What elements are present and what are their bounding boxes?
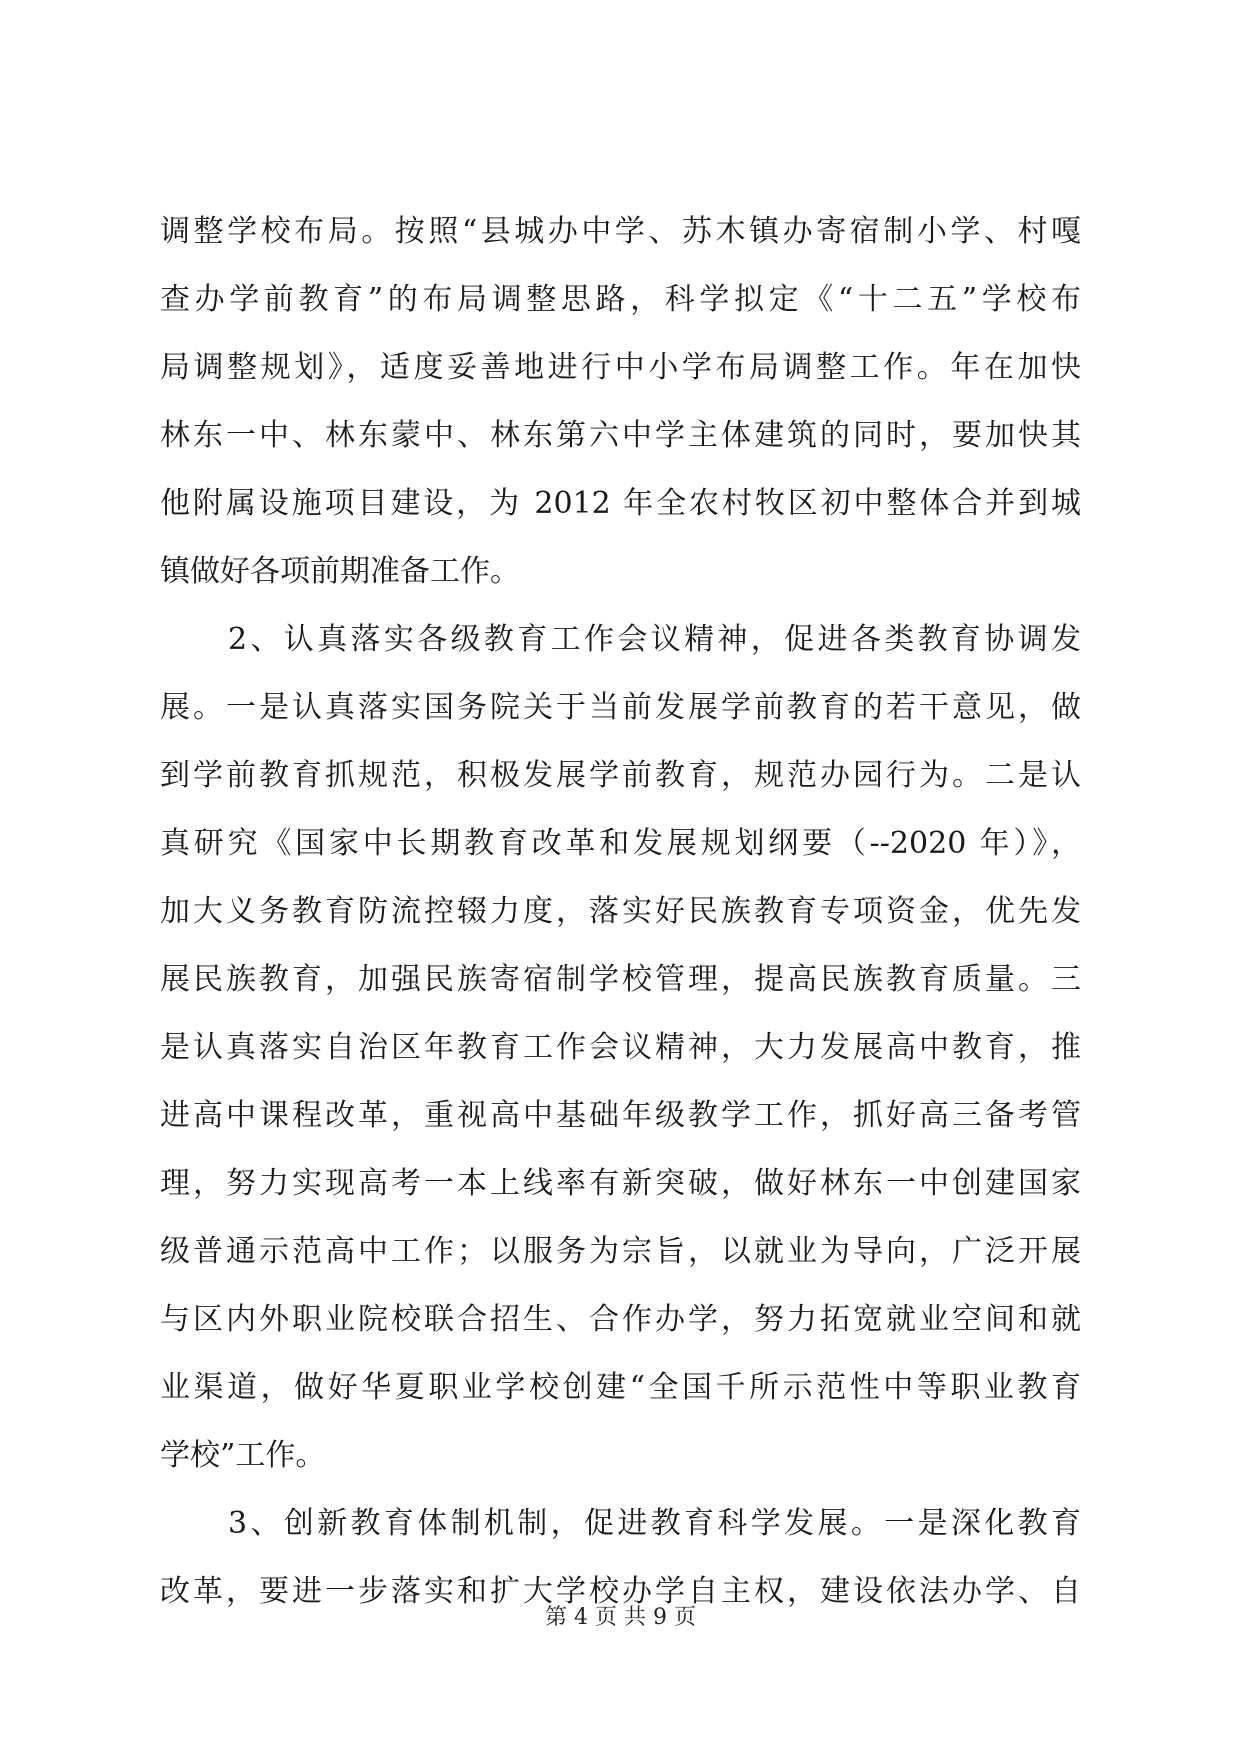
text-line	[0, 1013, 1241, 1083]
text-line	[0, 877, 1241, 947]
line-text: 局调整规划》，适度妥善地进行中小学布局调整工作。年在加快	[160, 350, 1081, 385]
line-text: 理，努力实现高考一本上线率有新突破，做好林东一中创建国家	[160, 1166, 1081, 1201]
text-line	[0, 945, 1241, 1015]
line-text: 改革，要进一步落实和扩大学校办学自主权，建设依法办学、自	[160, 1574, 1081, 1609]
text-line	[0, 673, 1241, 743]
text-line	[0, 1217, 1241, 1287]
line-text: 查办学前教育”的布局调整思路，科学拟定《“十二五”学校布	[160, 282, 1081, 317]
line-text: 进高中课程改革，重视高中基础年级教学工作，抓好高三备考管	[160, 1098, 1081, 1133]
text-line	[0, 1353, 1241, 1423]
line-text: 3、创新教育体制机制，促进教育科学发展。一是深化教育	[228, 1506, 1081, 1541]
text-line	[0, 265, 1241, 335]
text-line	[0, 469, 1241, 539]
line-text: 调整学校布局。按照“县城办中学、苏木镇办寄宿制小学、村嘎	[160, 214, 1081, 249]
text-line	[0, 809, 1241, 879]
line-text: 镇做好各项前期准备工作。	[160, 554, 520, 589]
line-text: 2、认真落实各级教育工作会议精神，促进各类教育协调发	[228, 622, 1081, 657]
line-text: 业渠道，做好华夏职业学校创建“全国千所示范性中等职业教育	[160, 1370, 1081, 1405]
line-text: 他附属设施项目建设，为 2012 年全农村牧区初中整体合并到城	[160, 486, 1081, 521]
text-line	[0, 1525, 1241, 1609]
line-text: 到学前教育抓规范，积极发展学前教育，规范办园行为。二是认	[160, 758, 1081, 793]
line-text: 加大义务教育防流控辍力度，落实好民族教育专项资金，优先发	[160, 894, 1081, 929]
text-line	[0, 197, 1241, 267]
line-text: 与区内外职业院校联合招生、合作办学，努力拓宽就业空间和就	[160, 1302, 1081, 1337]
text-line	[0, 333, 1241, 403]
text-line	[0, 537, 1241, 607]
line-text: 林东一中、林东蒙中、林东第六中学主体建筑的同时，要加快其	[160, 418, 1081, 453]
line-text: 展。一是认真落实国务院关于当前发展学前教育的若干意见，做	[160, 690, 1081, 725]
text-line	[0, 605, 1241, 675]
line-text: 是认真落实自治区年教育工作会议精神，大力发展高中教育，推	[160, 1030, 1081, 1065]
text-line	[0, 1285, 1241, 1355]
line-text: 学校”工作。	[160, 1438, 326, 1473]
text-line	[0, 1421, 1241, 1491]
text-line	[0, 1081, 1241, 1151]
page-number-footer: 第 4 页 共 9 页	[545, 1605, 696, 1630]
line-text: 真研究《国家中长期教育改革和发展规划纲要（--2020 年）》，	[160, 826, 1081, 861]
line-text: 展民族教育，加强民族寄宿制学校管理，提高民族教育质量。三	[160, 962, 1081, 997]
line-text: 级普通示范高中工作；以服务为宗旨，以就业为导向，广泛开展	[160, 1234, 1081, 1269]
text-line	[0, 1149, 1241, 1219]
text-line	[0, 741, 1241, 811]
text-line	[0, 401, 1241, 471]
